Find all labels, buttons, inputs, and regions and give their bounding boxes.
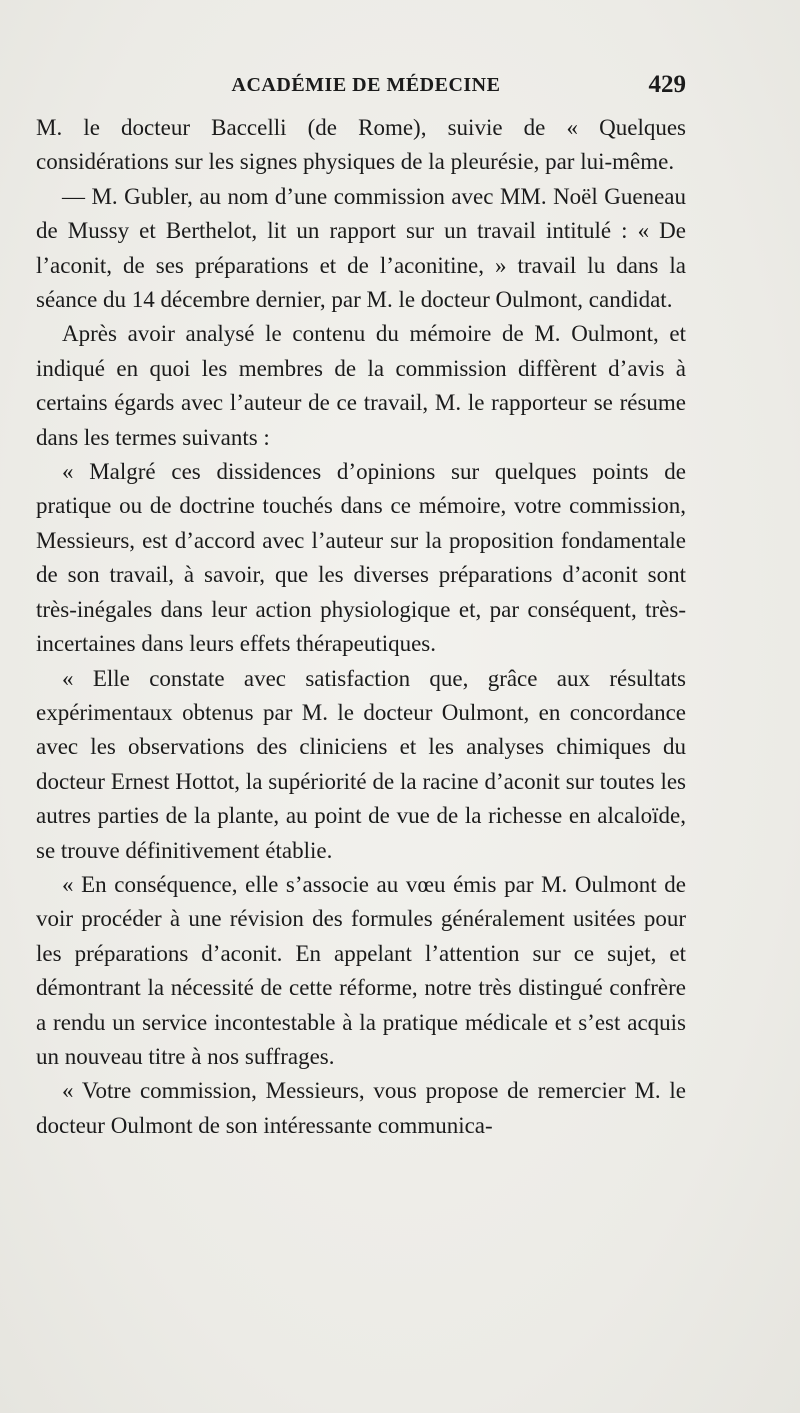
paragraph-continuation: M. le docteur Baccelli (de Rome), suivie de « Quelques considérations sur les signes physiques de la pleurésie, par lui-même. (36, 115, 686, 175)
paragraph-gubler-report: — M. Gubler, au nom d’une commission avec MM. Noël Gueneau de Mussy et Berthelot, lit un rapport sur un travail intitulé : « De l’aconit, de ses préparations et de l’aconitine, » travail lu dans la séance du 14 décembre dernier, par M. le docteur Oulmont, candidat. (36, 183, 686, 313)
paragraph-analysis: Après avoir analysé le contenu du mémoire de M. Oulmont, et indiqué en quoi les membres de la commission diffèrent d’avis à certains égards avec l’auteur de ce travail, M. le rapporteur se résume dans les termes suivants : (36, 321, 686, 450)
paragraph-quote-satisfaction: « Elle constate avec satisfaction que, grâce aux résultats expérimentaux obtenus par M. le docteur Oulmont, en concordance avec les observations des cliniciens et les analyses chimiques du docteur Ernest Hottot, la supériorité de la racine d’aconit sur toutes les autres parties de la plante, au point de vue de la richesse en alcaloïde, se trouve définitivement établie. (36, 665, 686, 863)
running-head: ACADÉMIE DE MÉDECINE (231, 74, 501, 96)
paragraph-quote-dissidences: « Malgré ces dissidences d’opinions sur quelques points de pratique ou de doctrine touchés dans ce mémoire, votre commission, Messieurs, est d’accord avec l’auteur sur la proposition fondamentale de son travail, à savoir, que les diverses préparations d’aconit sont très-inégales dans leur action physiologique et, par conséquent, très-incertaines dans leurs effets thérapeutiques. (36, 459, 686, 657)
page-number: 429 (648, 71, 686, 98)
page-header (36, 71, 686, 106)
paragraph-quote-proposal: « Votre commission, Messieurs, vous propose de remercier M. le docteur Oulmont de son intéressante communica- (36, 1078, 686, 1138)
body-text (36, 111, 686, 1143)
paragraph-quote-consequence: « En conséquence, elle s’associe au vœu émis par M. Oulmont de voir procéder à une révision des formules généralement usitées pour les préparations d’aconit. En appelant l’attention sur ce sujet, et démontrant la nécessité de cette réforme, notre très distingué confrère a rendu un service incontestable à la pratique médicale et s’est acquis un nouveau titre à nos suffrages. (36, 871, 686, 1069)
